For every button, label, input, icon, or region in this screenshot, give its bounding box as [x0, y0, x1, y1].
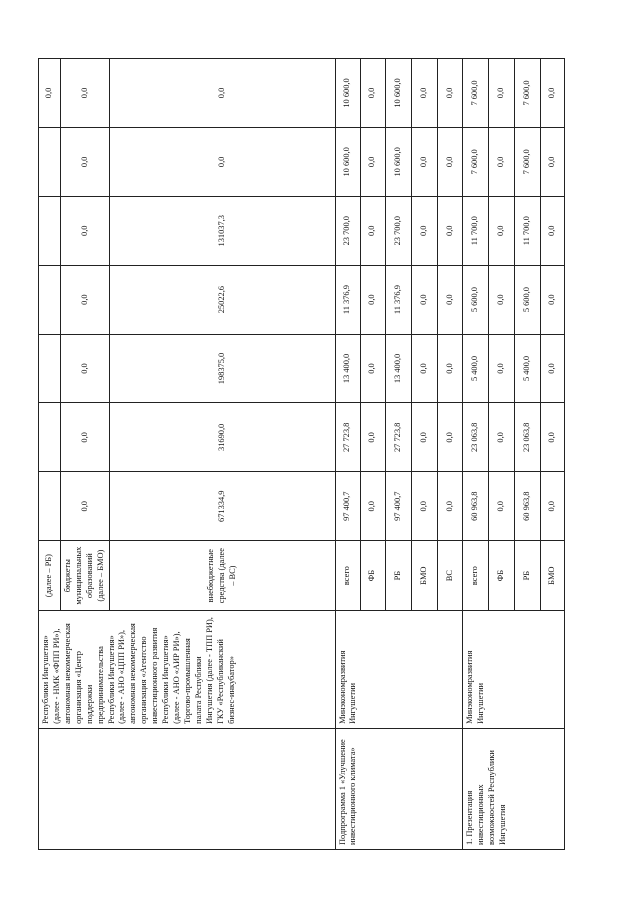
source-cell: ФБ [489, 541, 514, 611]
value-cell: 0,0 [489, 265, 514, 334]
value-cell: 10 600,0 [385, 59, 411, 128]
value-cell [39, 196, 61, 265]
value-cell: 60 963,8 [514, 472, 540, 541]
value-cell: 0,0 [360, 196, 385, 265]
value-cell: 0,0 [489, 403, 514, 472]
value-cell: 0,0 [360, 59, 385, 128]
value-cell: 0,0 [110, 127, 335, 196]
value-cell: 0,0 [438, 127, 463, 196]
value-cell: 0,0 [489, 334, 514, 403]
value-cell: 11 700,0 [514, 196, 540, 265]
value-cell: 25022,6 [110, 265, 335, 334]
value-cell: 0,0 [540, 127, 564, 196]
value-cell: 0,0 [360, 127, 385, 196]
value-cell: 60 963,8 [463, 472, 489, 541]
value-cell: 0,0 [540, 334, 564, 403]
value-cell: 0,0 [411, 127, 437, 196]
value-cell: 0,0 [540, 196, 564, 265]
value-cell: 0,0 [438, 196, 463, 265]
value-cell: 0,0 [540, 403, 564, 472]
value-cell: 131037,3 [110, 196, 335, 265]
value-cell: 0,0 [438, 265, 463, 334]
value-cell [39, 127, 61, 196]
value-cell: 10 600,0 [335, 127, 360, 196]
value-cell: 0,0 [438, 334, 463, 403]
executor-cell: Минэкономразвития Ингушетии [463, 611, 565, 729]
value-cell: 10 600,0 [385, 127, 411, 196]
value-cell: 7 600,0 [463, 59, 489, 128]
value-cell: 0,0 [540, 472, 564, 541]
budget-table [38, 58, 565, 850]
value-cell: 0,0 [489, 127, 514, 196]
value-cell [39, 403, 61, 472]
value-cell: 0,0 [61, 127, 110, 196]
value-cell: 27 723,8 [335, 403, 360, 472]
value-cell: 0,0 [360, 403, 385, 472]
value-cell: 0,0 [61, 334, 110, 403]
value-cell: 27 723,8 [385, 403, 411, 472]
value-cell: 0,0 [411, 265, 437, 334]
value-cell: 23 063,8 [463, 403, 489, 472]
value-cell: 97 400,7 [385, 472, 411, 541]
table-row [463, 59, 489, 850]
rotated-table-container [38, 58, 565, 850]
value-cell: 5 400,0 [514, 334, 540, 403]
value-cell: 11 700,0 [463, 196, 489, 265]
executor-cell: Республики Ингушетия» (далее - НМК «ФПП РИ»), автономная некоммерческая организация «Центр поддержки предпринимательства Республики Ингушетия» (далее - АНО «ЦПП РИ»), автономная некоммерческая организация «Агентство инвестиционного развития Республики Ингушетия» (далее - АНО «АИР РИ»), Торгово-промышленная палата Республики Ингушетия (далее - ТПП РИ), ГКУ «Республиканский бизнес-инкубатор» [39, 611, 336, 729]
value-cell: 0,0 [489, 196, 514, 265]
value-cell: 198375,0 [110, 334, 335, 403]
source-cell: БМО [540, 541, 564, 611]
value-cell: 0,0 [360, 472, 385, 541]
value-cell: 0,0 [540, 59, 564, 128]
value-cell: 0,0 [360, 334, 385, 403]
source-cell: РБ [385, 541, 411, 611]
value-cell: 0,0 [540, 265, 564, 334]
source-cell: БМО [411, 541, 437, 611]
value-cell: 23 700,0 [385, 196, 411, 265]
value-cell: 0,0 [360, 265, 385, 334]
value-cell: 5 600,0 [514, 265, 540, 334]
value-cell: 0,0 [489, 472, 514, 541]
source-cell: внебюджетные средства (далее – ВС) [110, 541, 335, 611]
value-cell: 0,0 [110, 59, 335, 128]
value-cell [39, 265, 61, 334]
value-cell: 0,0 [61, 196, 110, 265]
source-cell: всего [335, 541, 360, 611]
value-cell [39, 472, 61, 541]
value-cell: 0,0 [438, 59, 463, 128]
program-name-cell [39, 728, 336, 849]
value-cell: 23 063,8 [514, 403, 540, 472]
value-cell: 97 400,7 [335, 472, 360, 541]
value-cell: 10 600,0 [335, 59, 360, 128]
value-cell: 7 600,0 [514, 127, 540, 196]
value-cell: 7 600,0 [463, 127, 489, 196]
value-cell: 11 376,9 [335, 265, 360, 334]
value-cell: 0,0 [489, 59, 514, 128]
value-cell: 13 400,0 [385, 334, 411, 403]
program-name-cell: Подпрограмма 1 «Улучшение инвестиционного климата» [335, 728, 463, 849]
program-name-cell: 1. Презентация инвестиционных возможностей Республики Ингушетия [463, 728, 565, 849]
value-cell: 23 700,0 [335, 196, 360, 265]
value-cell: 0,0 [61, 403, 110, 472]
value-cell [39, 334, 61, 403]
table-row [335, 59, 360, 850]
source-cell: бюджеты муниципальных образований (далее – БМО) [61, 541, 110, 611]
source-cell: (далее – РБ) [39, 541, 61, 611]
value-cell: 0,0 [61, 59, 110, 128]
executor-cell: Минэкономразвития Ингушетии [335, 611, 463, 729]
value-cell: 0,0 [411, 472, 437, 541]
value-cell: 0,0 [61, 265, 110, 334]
document-page [38, 58, 565, 850]
value-cell: 0,0 [61, 472, 110, 541]
value-cell: 5 600,0 [463, 265, 489, 334]
value-cell: 0,0 [411, 403, 437, 472]
value-cell: 11 376,9 [385, 265, 411, 334]
value-cell: 671334,9 [110, 472, 335, 541]
value-cell: 0,0 [411, 334, 437, 403]
source-cell: ФБ [360, 541, 385, 611]
value-cell: 0,0 [39, 59, 61, 128]
value-cell: 31690,0 [110, 403, 335, 472]
value-cell: 7 600,0 [514, 59, 540, 128]
table-row [39, 59, 61, 850]
value-cell: 0,0 [411, 59, 437, 128]
value-cell: 5 400,0 [463, 334, 489, 403]
source-cell: РБ [514, 541, 540, 611]
value-cell: 13 400,0 [335, 334, 360, 403]
value-cell: 0,0 [411, 196, 437, 265]
source-cell: всего [463, 541, 489, 611]
value-cell: 0,0 [438, 472, 463, 541]
value-cell: 0,0 [438, 403, 463, 472]
source-cell: ВС [438, 541, 463, 611]
